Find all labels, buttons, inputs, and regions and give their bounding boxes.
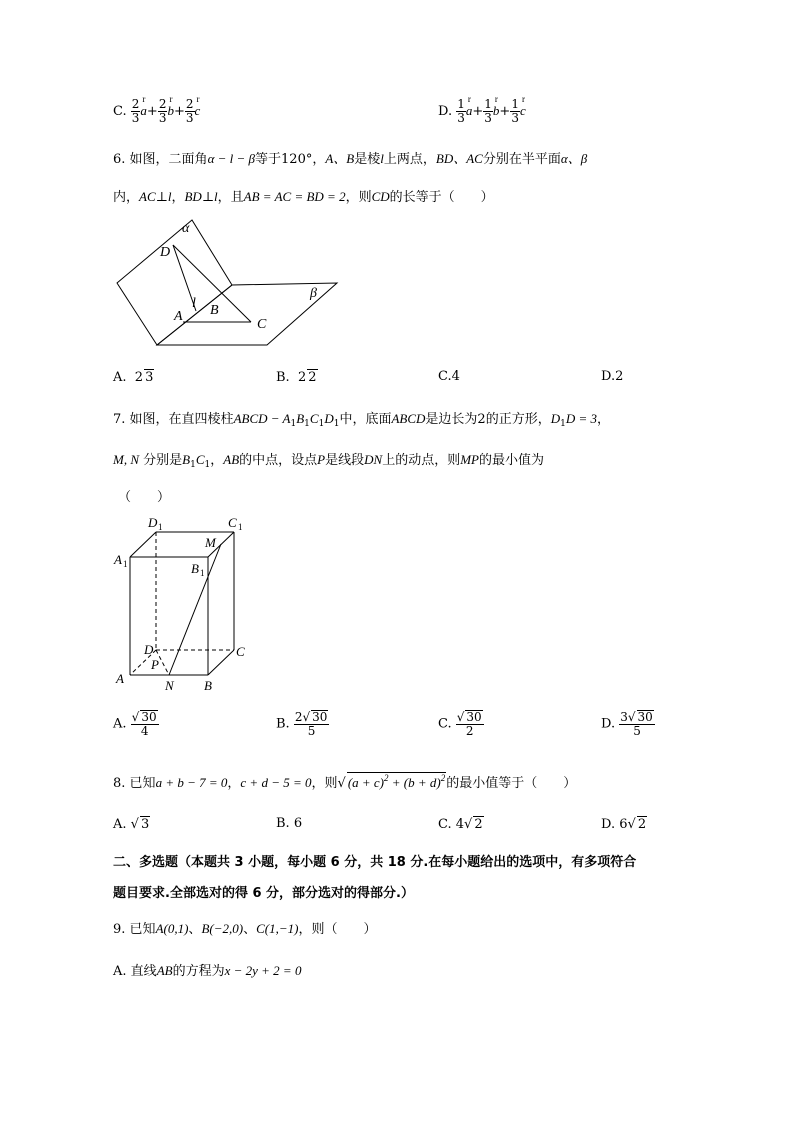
q8-option-b[interactable]: B. 6 — [276, 816, 303, 831]
label-b1: B — [191, 561, 199, 576]
prism-figure — [110, 512, 260, 697]
q7-option-c[interactable]: C. $\frac{√ 30}{2}$ — [438, 710, 482, 738]
label-l: l — [192, 296, 196, 311]
q9-stem: 9. 已知A(0,1)、B(−2,0)、C(1,−1)，则（ ） — [113, 921, 377, 937]
label-n: N — [165, 678, 174, 693]
q7-option-b[interactable]: B. $\frac{2√ 30}{5}$ — [276, 710, 328, 738]
q8-option-a[interactable]: A. √ 3 — [113, 817, 150, 832]
q6-option-a[interactable]: A. 2 3 — [113, 370, 154, 385]
q6-option-d[interactable]: D.2 — [601, 369, 624, 384]
label-m: M — [205, 535, 216, 550]
svg-text:1: 1 — [158, 522, 163, 532]
q5-option-c[interactable]: C. $\frac{2}{3}$ r a+ $\frac{2}{3}$ r b+ $\frac{2}{3}$ r c — [113, 98, 200, 125]
svg-text:1: 1 — [123, 559, 128, 569]
label-a1: A — [114, 552, 122, 567]
q8-option-c[interactable]: C. 4√ 2 — [438, 817, 483, 832]
label-b: B — [210, 303, 219, 318]
label-d: D — [144, 642, 154, 657]
label-a: A — [174, 309, 183, 324]
section2-heading-line1: 二、多选题（本题共 3 小题，每小题 6 分，共 18 分.在每小题给出的选项中，有多项符合 — [113, 855, 637, 870]
label-p: P — [151, 657, 159, 672]
label-alpha: α — [182, 221, 190, 236]
section2-heading-line2: 题目要求.全部选对的得 6 分，部分选对的得部分.） — [113, 886, 414, 901]
label-b: B — [204, 678, 212, 693]
q5-option-d[interactable]: D. $\frac{1}{3}$ r a+ $\frac{1}{3}$ r b+ $\frac{1}{3}$ r c — [438, 98, 526, 125]
label-d: D — [160, 245, 171, 260]
q7-option-d[interactable]: D. $\frac{3√ 30}{5}$ — [601, 710, 653, 738]
q8-option-d[interactable]: D. 6√ 2 — [601, 817, 647, 832]
q6-option-c[interactable]: C.4 — [438, 369, 460, 384]
q9-option-a[interactable]: A. 直线AB的方程为x − 2y + 2 = 0 — [113, 963, 302, 979]
label-c1: C — [228, 515, 237, 530]
q6-option-b[interactable]: B. 2 2 — [276, 370, 317, 385]
q7-answer-paren: （ ） — [118, 490, 171, 505]
label-c: C — [236, 644, 245, 659]
svg-text:1: 1 — [238, 522, 243, 532]
q7-option-a[interactable]: A. $\frac{√ 30}{4}$ — [113, 710, 157, 738]
q6-stem-line1: 6. 如图，二面角α − l − β等于120°，A、B是棱l上两点，BD、AC分别在半平面α、β — [113, 151, 588, 167]
dihedral-angle-figure — [110, 215, 350, 350]
label-c: C — [257, 317, 267, 332]
q7-stem-line2: M, N 分别是$B_1C_1$，AB的中点，设点P是线段DN上的动点，则MP的最小值为 — [113, 452, 545, 470]
svg-text:1: 1 — [200, 568, 205, 578]
q7-stem-line1: 7. 如图，在直四棱柱ABCD − $A_1B_1C_1D_1$中，底面ABCD是边长为2的正方形，$D_1D = 3$， — [113, 411, 611, 429]
label-d1: D — [148, 515, 158, 530]
q6-stem-line2: 内，AC⊥l，BD⊥l，且AB = AC = BD = 2，则CD的长等于（ ） — [113, 189, 494, 205]
plane-alpha — [117, 220, 232, 345]
label-beta: β — [310, 286, 317, 301]
q8-stem: 8. 已知a + b − 7 = 0，c + d − 5 = 0，则√ $(a + c)^2 + (b + d)^2$的最小值等于（ ） — [113, 773, 577, 791]
label-a: A — [116, 671, 124, 686]
